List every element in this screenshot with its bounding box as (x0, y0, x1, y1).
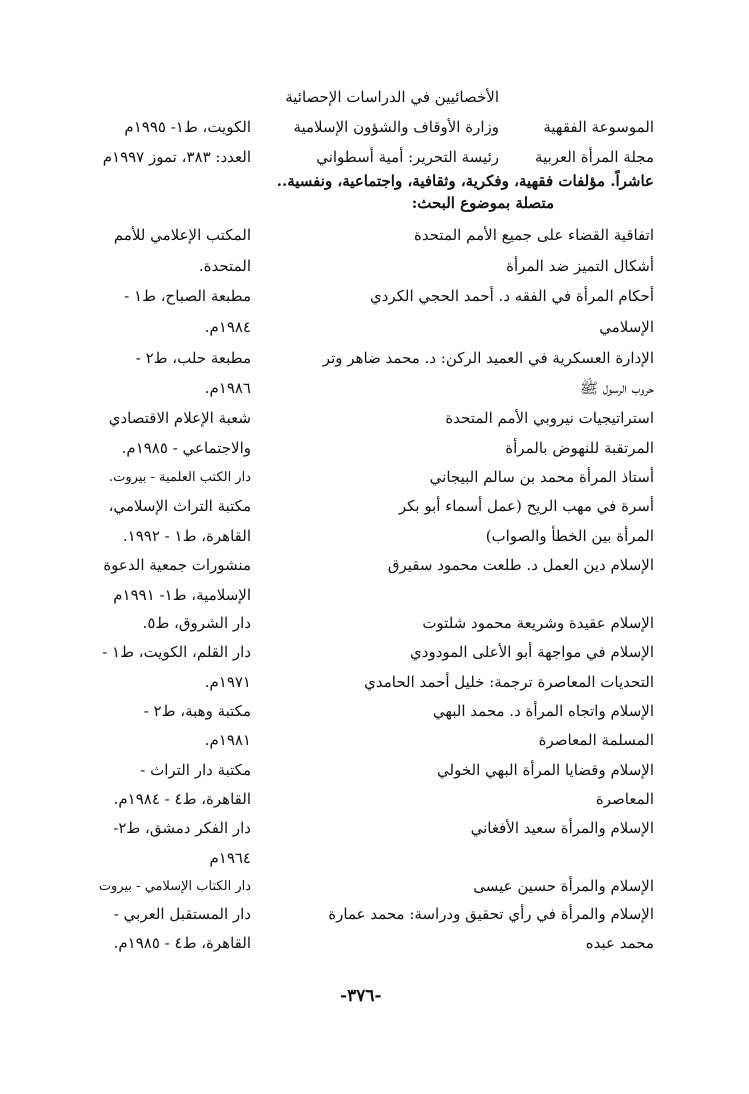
publisher: ١٩٨١م. (204, 731, 251, 749)
publisher: ١٩٨٤م. (204, 318, 251, 336)
section-heading: عاشراً. مؤلفات فقهية، وفكرية، وثقافية، واجتماعية، ونفسية.. (276, 172, 654, 190)
publisher: والاجتماعي - ١٩٨٥م. (121, 439, 251, 457)
publisher: دار الفكر دمشق، ط٢- (113, 819, 251, 837)
publisher: دار القلم، الكويت، ط١ - (102, 643, 251, 661)
page-number: -٣٧٦- (340, 986, 382, 1006)
book-title-author: المرتقبة للنهوض بالمرأة (505, 439, 654, 457)
publisher: دار الكتاب الإسلامي - بيروت (98, 879, 251, 894)
publisher: دار الكتب العلمية - بيروت. (109, 470, 251, 485)
entry-publisher: العدد: ٣٨٣، تموز ١٩٩٧م (102, 148, 251, 166)
book-title-author: أحكام المرأة في الفقه د. أحمد الحجي الكردي (369, 287, 654, 305)
entry-author: رئيسة التحرير: أمية أسطواني (316, 148, 499, 166)
publisher: ١٩٧١م. (204, 673, 251, 691)
book-title-author: المسلمة المعاصرة (538, 731, 654, 749)
publisher: القاهرة، ط١ - ١٩٩٢. (122, 527, 251, 545)
publisher: مطبعة الصباح، ط١ - (124, 287, 251, 305)
book-title-author: حروب الرسول ﷺ (579, 379, 654, 397)
entry-title: مجلة المرأة العربية (535, 148, 654, 166)
publisher: مكتبة التراث الإسلامي، (108, 497, 251, 515)
publisher: المكتب الإعلامي للأمم (113, 226, 251, 244)
book-title-author: المعاصرة (595, 790, 654, 808)
book-title-author: الإسلام في مواجهة أبو الأعلى المودودي (410, 643, 654, 661)
book-title-author: استراتيجيات نيروبي الأمم المتحدة (445, 409, 654, 427)
book-title-author: التحديات المعاصرة ترجمة: خليل أحمد الحامدي (364, 673, 654, 691)
book-title-author: الإسلام والمرأة في رأي تحقيق ودراسة: محمد عمارة (328, 905, 654, 923)
book-title-author: أشكال التميز ضد المرأة (506, 257, 654, 275)
book-title-author: الإدارة العسكرية في العميد الركن: د. محمد ضاهر وتر (322, 349, 654, 367)
entry-author: وزارة الأوقاف والشؤون الإسلامية (293, 118, 499, 136)
publisher: دار المستقبل العربي - (113, 905, 251, 923)
book-title-author: أسرة في مهب الريح (عمل أسماء أبو بكر (398, 497, 654, 515)
book-title-author: الإسلام والمرأة حسين عيسى (473, 877, 654, 895)
book-title-author: الإسلام واتجاه المرأة د. محمد البهي (432, 702, 654, 720)
publisher: مطبعة حلب، ط٢ - (135, 349, 251, 367)
book-title-author: الإسلام والمرأة سعيد الأفغاني (470, 819, 654, 837)
publisher: القاهرة، ط٤ - ١٩٨٤م. (113, 790, 251, 808)
publisher: مكتبة دار التراث - (140, 761, 251, 779)
publisher: مكتبة وهبة، ط٢ - (143, 702, 251, 720)
publisher: الإسلامية، ط١- ١٩٩١م (113, 586, 251, 604)
section-heading-continued: متصلة بموضوع البحث: (411, 194, 554, 212)
entry-title: الموسوعة الفقهية (543, 118, 654, 136)
book-title-author: محمد عبده (585, 934, 654, 952)
book-title-author: الإسلامي (599, 318, 654, 336)
book-title-author: الإسلام دين العمل د. طلعت محمود سقيرق (387, 556, 654, 574)
publisher: ١٩٦٤م (209, 849, 251, 867)
book-title-author: اتفاقية القضاء على جميع الأمم المتحدة (414, 226, 654, 244)
entry-publisher: الكويت، ط١- ١٩٩٥م (124, 118, 251, 136)
book-title-author: أستاذ المرأة محمد بن سالم البيجاني (429, 468, 654, 486)
publisher: دار الشروق، ط٥. (142, 614, 251, 632)
book-title-author: الإسلام عقيدة وشريعة محمود شلتوت (422, 614, 654, 632)
publisher: ١٩٨٦م. (204, 379, 251, 397)
publisher: القاهرة، ط٤ - ١٩٨٥م. (113, 934, 251, 952)
book-title-author: المرأة بين الخطأ والصواب) (485, 527, 654, 545)
publisher: منشورات جمعية الدعوة (103, 556, 251, 574)
running-header-text: الأخصائيين في الدراسات الإحصائية (285, 88, 499, 106)
publisher: المتحدة. (198, 257, 251, 275)
publisher: شعبة الإعلام الاقتصادي (108, 409, 251, 427)
book-title-author: الإسلام وقضايا المرأة البهي الخولي (437, 761, 654, 779)
